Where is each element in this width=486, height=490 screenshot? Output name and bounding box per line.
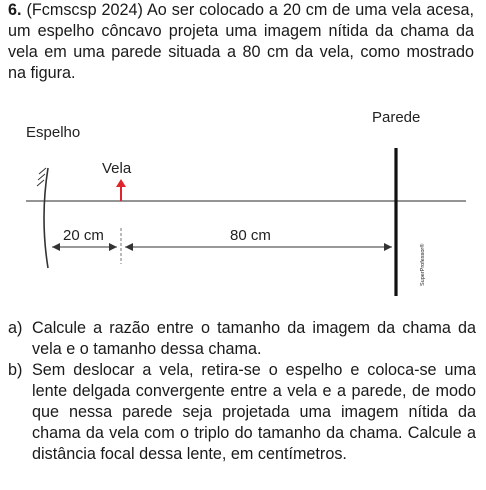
candle-flame-arrow [116,179,126,187]
dimension-80cm-arrow-right [384,243,392,251]
item-a [8,318,476,360]
question-number: 6. [8,1,22,19]
candle-label: Vela [102,160,132,177]
wall-label: Parede [372,109,421,126]
mirror-hatching [37,168,46,186]
item-b-label: b) [8,361,23,379]
dimension-80cm-label: 80 cm [230,227,271,244]
question-items [8,318,476,465]
item-b-text: Sem deslocar a vela, retira-se o espelho e coloca-se uma lente delgada convergente entre a vela e a parede, de modo que nessa parede seja projetada uma imagem nítida da chama da vela com o triplo do tamanho da chama. Calcule a distância focal dessa lente, em centímetros. [32,361,476,463]
item-a-text: Calcule a razão entre o tamanho da imagem da chama da vela e o tamanho dessa chama. [32,319,476,358]
dimension-20cm-arrow-left [52,243,60,251]
question-statement [8,0,474,84]
dimension-20cm-label: 20 cm [63,227,104,244]
optics-figure [0,109,486,304]
question-text: (Fcmscsp 2024) Ao ser colocado a 20 cm de uma vela acesa, um espelho côncavo projeta uma imagem nítida da chama da vela em uma parede situada a 80 cm da vela, como mostrado na figura. [8,1,474,82]
concave-mirror [44,168,48,268]
watermark: SuperProfessor® [420,243,426,286]
item-b [8,360,476,465]
mirror-label: Espelho [26,124,81,141]
item-a-label: a) [8,319,23,337]
dimension-80cm-arrow-left [125,243,133,251]
dimension-20cm-arrow-right [109,243,117,251]
